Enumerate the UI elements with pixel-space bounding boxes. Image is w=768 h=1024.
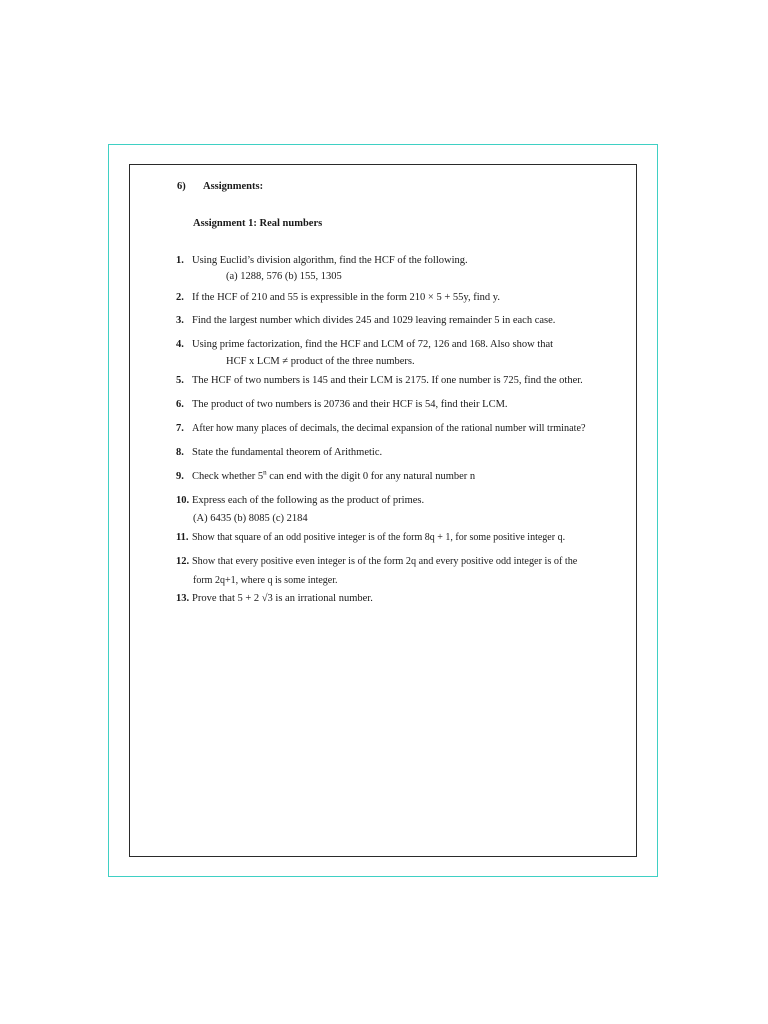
question-number: 10. [176, 495, 190, 506]
question-text: After how many places of decimals, the decimal expansion of the rational number will trminate? [192, 423, 586, 434]
question-number: 7. [176, 423, 184, 434]
question-4-subline: HCF x LCM ≠ product of the three numbers. [226, 356, 415, 367]
question-text: If the HCF of 210 and 55 is expressible in the form 210 × 5 + 55y, find y. [192, 292, 500, 303]
section-heading [177, 180, 263, 193]
question-number: 9. [176, 471, 184, 482]
question-number: 5. [176, 375, 184, 386]
question-number: 13. [176, 593, 190, 604]
question-text: Check whether 5 [192, 471, 264, 482]
question-number: 3. [176, 315, 184, 326]
question-text: Show that every positive even integer is of the form 2q and every positive odd integer is of the [192, 556, 578, 567]
assignment-title: Assignment 1: Real numbers [193, 218, 323, 229]
question-number: 6. [176, 399, 184, 410]
question-8 [176, 446, 382, 459]
question-1 [176, 254, 468, 267]
question-12-subline: form 2q+1, where q is some integer. [193, 575, 338, 586]
question-number: 11. [176, 532, 189, 543]
question-text: The product of two numbers is 20736 and their HCF is 54, find their LCM. [192, 399, 508, 410]
question-11 [176, 531, 565, 544]
question-10 [176, 494, 424, 507]
question-text: State the fundamental theorem of Arithmetic. [192, 447, 383, 458]
question-9 [176, 470, 475, 483]
section-title: Assignments: [203, 181, 264, 192]
question-4 [176, 338, 553, 351]
question-1-subline: (a) 1288, 576 (b) 155, 1305 [226, 271, 342, 282]
question-number: 2. [176, 292, 184, 303]
question-number: 12. [176, 556, 190, 567]
question-text: Show that square of an odd positive integer is of the form 8q + 1, for some positive integer q. [192, 532, 566, 543]
question-text: Find the largest number which divides 245 and 1029 leaving remainder 5 in each case. [192, 315, 556, 326]
question-text: Using Euclid’s division algorithm, find the HCF of the following. [192, 255, 468, 266]
question-5 [176, 374, 583, 387]
question-number: 8. [176, 447, 184, 458]
question-6 [176, 398, 508, 411]
question-text: Using prime factorization, find the HCF and LCM of 72, 126 and 168. Also show that [192, 339, 554, 350]
question-text: Express each of the following as the product of primes. [192, 495, 425, 506]
question-2 [176, 291, 500, 304]
question-7 [176, 422, 586, 435]
question-10-subline: (A) 6435 (b) 8085 (c) 2184 [193, 513, 308, 524]
question-3 [176, 314, 555, 327]
exponent-n: n [263, 468, 267, 477]
section-number: 6) [177, 181, 186, 192]
question-text-end: can end with the digit 0 for any natural number n [266, 471, 476, 482]
question-text: The HCF of two numbers is 145 and their LCM is 2175. If one number is 725, find the other. [192, 375, 583, 386]
question-13 [176, 592, 373, 605]
question-text: Prove that 5 + 2 √3 is an irrational number. [192, 593, 373, 604]
question-12 [176, 555, 577, 568]
question-number: 4. [176, 339, 184, 350]
question-number: 1. [176, 255, 184, 266]
